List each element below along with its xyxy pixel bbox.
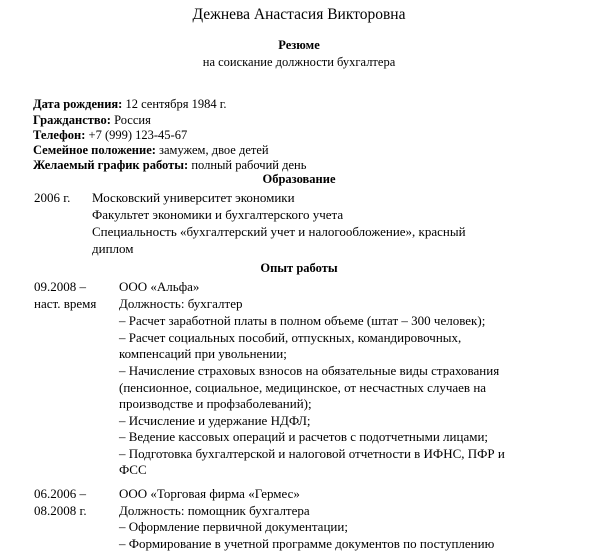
job1-duty: (пенсионное, социальное, медицинское, от несчастных случаев на (119, 380, 487, 395)
work-schedule-row (33, 158, 306, 173)
job1-duty: – Исчисление и удержание НДФЛ; (119, 413, 311, 428)
phone-value: +7 (999) 123-45-67 (85, 128, 188, 142)
birth-date-row (33, 97, 227, 112)
family-status-row (33, 143, 269, 158)
job1-duty: – Расчет социальных пособий, отпускных, командировочных, (119, 330, 462, 345)
job1-duty: – Расчет заработной платы в полном объеме (штат – 300 человек); (119, 313, 486, 328)
education-year: 2006 г. (34, 190, 71, 205)
job1-duty: – Подготовка бухгалтерской и налоговой отчетности в ИФНС, ПФР и (119, 446, 505, 461)
birth-date-value: 12 сентября 1984 г. (122, 97, 227, 111)
birth-date-label: Дата рождения: (33, 97, 123, 111)
job2-date-to: 08.2008 г. (34, 503, 87, 518)
family-status-value: замужем, двое детей (155, 143, 269, 157)
job1-position: Должность: бухгалтер (119, 296, 243, 311)
candidate-name: Дежнева Анастасия Викторовна (192, 6, 406, 23)
resume-title: Резюме (278, 38, 320, 52)
education-line: Специальность «бухгалтерский учет и налогообложение», красный (92, 224, 466, 239)
job2-duty: – Формирование в учетной программе документов по поступлению (119, 536, 495, 551)
job1-duty: – Начисление страховых взносов на обязательные виды страхования (119, 363, 500, 378)
job1-duty: производстве и профзаболеваний); (119, 396, 312, 411)
citizenship-value: Россия (110, 113, 151, 127)
job1-date-from: 09.2008 – (34, 279, 86, 294)
job1-duty: ФСС (119, 462, 147, 477)
citizenship-label: Гражданство: (33, 113, 111, 127)
phone-label: Телефон: (33, 128, 86, 142)
job2-duty: – Оформление первичной документации; (119, 519, 348, 534)
education-heading: Образование (262, 172, 336, 186)
work-schedule-value: полный рабочий день (188, 158, 307, 172)
family-status-label: Семейное положение: (33, 143, 156, 157)
job1-duty: компенсаций при увольнении; (119, 346, 287, 361)
job1-date-to: наст. время (34, 296, 97, 311)
resume-subtitle: на соискание должности бухгалтера (202, 55, 396, 69)
job1-duty: – Ведение кассовых операций и расчетов с подотчетными лицами; (119, 429, 489, 444)
job1-company: ООО «Альфа» (119, 279, 200, 294)
work-schedule-label: Желаемый график работы: (33, 158, 189, 172)
phone-row (33, 128, 187, 143)
citizenship-row (33, 113, 151, 128)
job2-date-from: 06.2006 – (34, 486, 86, 501)
experience-heading: Опыт работы (260, 261, 338, 275)
education-line: диплом (92, 241, 134, 256)
job2-position: Должность: помощник бухгалтера (119, 503, 310, 518)
education-line: Московский университет экономики (92, 190, 295, 205)
education-line: Факультет экономики и бухгалтерского учета (92, 207, 344, 222)
job2-company: ООО «Торговая фирма «Гермес» (119, 486, 300, 501)
